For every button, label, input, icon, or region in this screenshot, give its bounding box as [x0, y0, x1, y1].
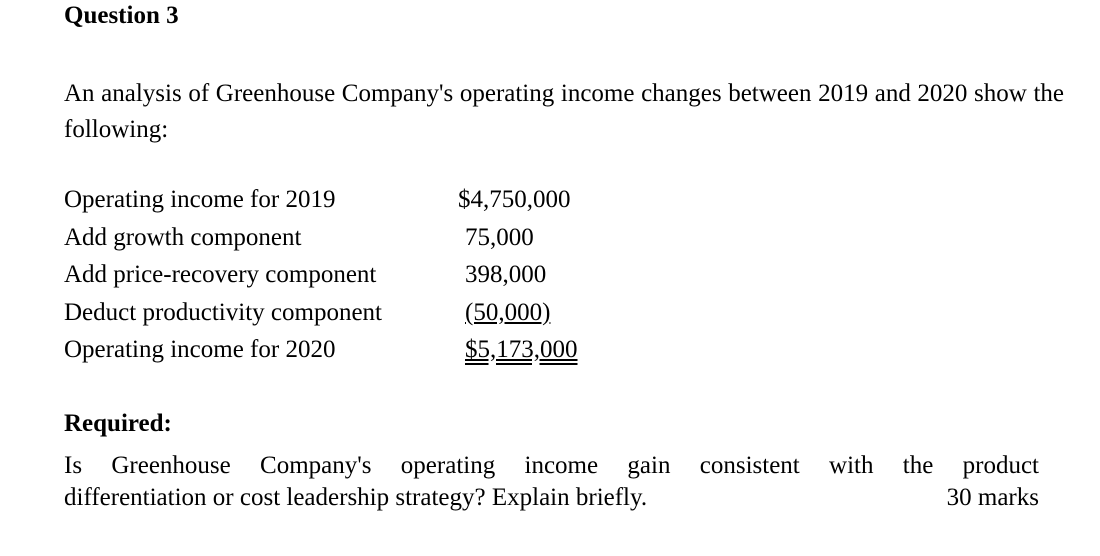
item-amount: $4,750,000: [458, 186, 571, 213]
item-label: Add price-recovery component: [64, 261, 377, 288]
required-heading: Required:: [64, 410, 172, 437]
item-amount: 398,000: [465, 261, 547, 288]
item-amount: 75,000: [465, 223, 534, 251]
item-label: Add growth component: [64, 223, 302, 251]
question-title: Question 3: [64, 2, 179, 29]
item-amount: $5,173,000: [465, 336, 578, 363]
required-question-line: [64, 484, 1039, 512]
item-amount: (50,000): [465, 298, 551, 326]
item-label: Operating income for 2020: [64, 336, 336, 363]
item-label: Operating income for 2019: [64, 186, 336, 213]
required-question-text: differentiation or cost leadership strategy? Explain briefly.: [64, 484, 648, 511]
required-question-line: Is Greenhouse Company's operating income gain consistent with the product: [64, 452, 1039, 479]
item-label: Deduct productivity component: [64, 298, 382, 326]
marks-value: 30 marks: [946, 484, 1039, 511]
intro-paragraph: An analysis of Greenhouse Company's operating income changes between 2019 and 2020 show the following:: [64, 80, 1064, 143]
